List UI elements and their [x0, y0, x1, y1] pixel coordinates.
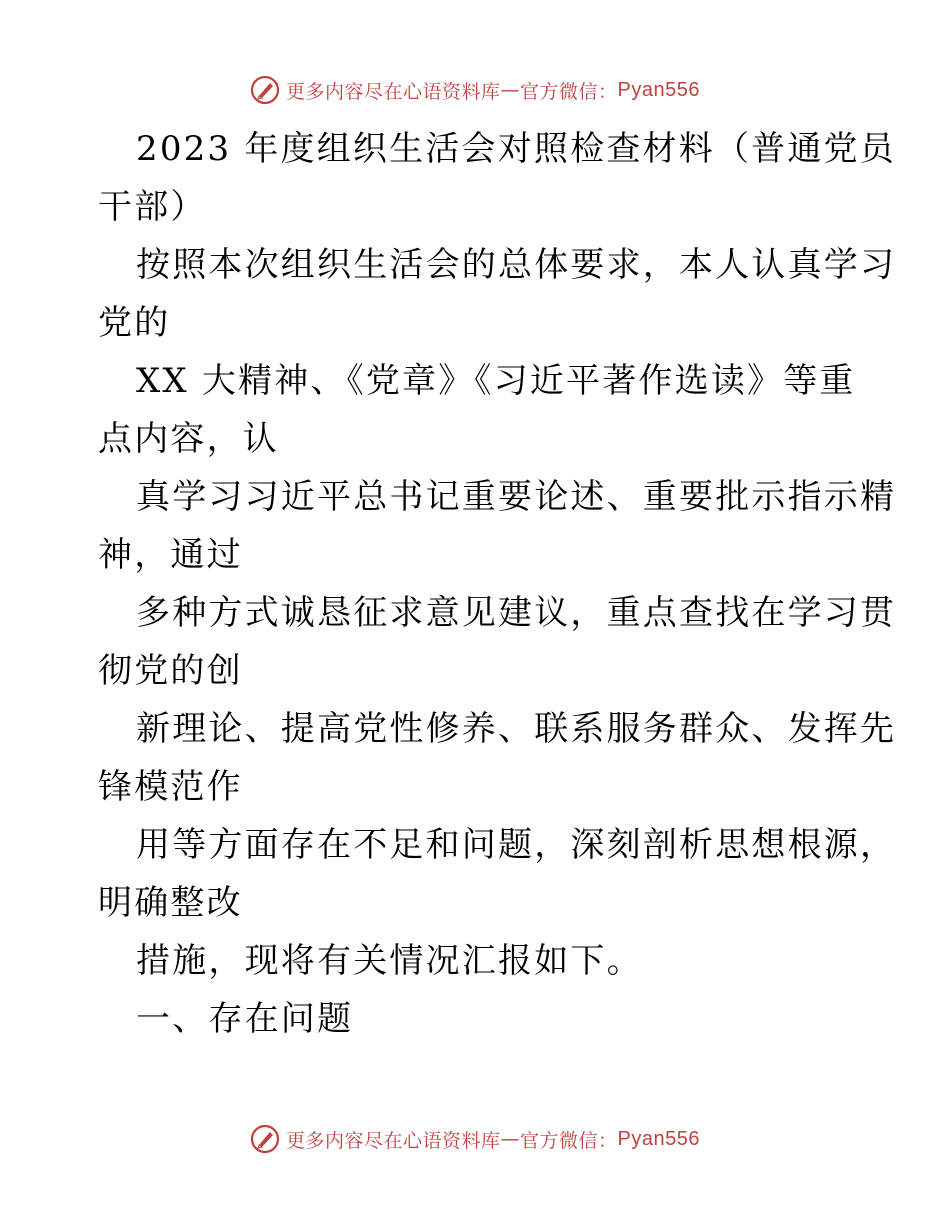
paragraph-line: 锋模范作	[98, 767, 243, 807]
paragraph-line: 彻党的创	[98, 651, 243, 691]
watermark-wechat-label: 官方微信：	[520, 80, 618, 103]
paragraph-line: 措施，现将有关情况汇报如下。	[136, 941, 643, 981]
paragraph-line: 按照本次组织生活会的总体要求，本人认真学习	[136, 245, 897, 285]
paragraph-line: 用等方面存在不足和问题，深刻剖析思想根源，	[136, 825, 897, 865]
document-title-line-1: 2023 年度组织生活会对照检查材料（普通党员	[136, 129, 896, 169]
pen-logo-icon	[250, 1124, 280, 1154]
watermark-text: 更多内容尽在心语资料库	[286, 80, 501, 103]
footer-watermark	[0, 1119, 950, 1159]
paragraph-line: XX 大精神、《党章》《习近平著作选读》等重	[136, 361, 856, 401]
header-watermark	[0, 70, 950, 110]
watermark-wechat-id: Pyan556	[617, 78, 700, 101]
document-body	[98, 120, 897, 1048]
paragraph-line: 明确整改	[98, 883, 243, 923]
paragraph-line: 新理论、提高党性修养、联系服务群众、发挥先	[136, 709, 897, 749]
watermark-wechat-label: 官方微信：	[520, 1129, 618, 1152]
watermark-wechat-id: Pyan556	[617, 1127, 700, 1150]
section-heading: 一、存在问题	[136, 999, 354, 1039]
watermark-separator: —	[500, 1128, 521, 1150]
watermark-separator: —	[500, 79, 521, 101]
paragraph-line: 真学习习近平总书记重要论述、重要批示指示精	[136, 477, 897, 517]
paragraph-line: 党的	[98, 303, 171, 343]
paragraph-line: 多种方式诚恳征求意见建议，重点查找在学习贯	[136, 593, 897, 633]
watermark-text: 更多内容尽在心语资料库	[286, 1129, 501, 1152]
pen-logo-icon	[250, 75, 280, 105]
document-title-line-2: 干部）	[98, 187, 207, 227]
paragraph-line: 点内容，认	[98, 419, 279, 459]
paragraph-line: 神，通过	[98, 535, 243, 575]
